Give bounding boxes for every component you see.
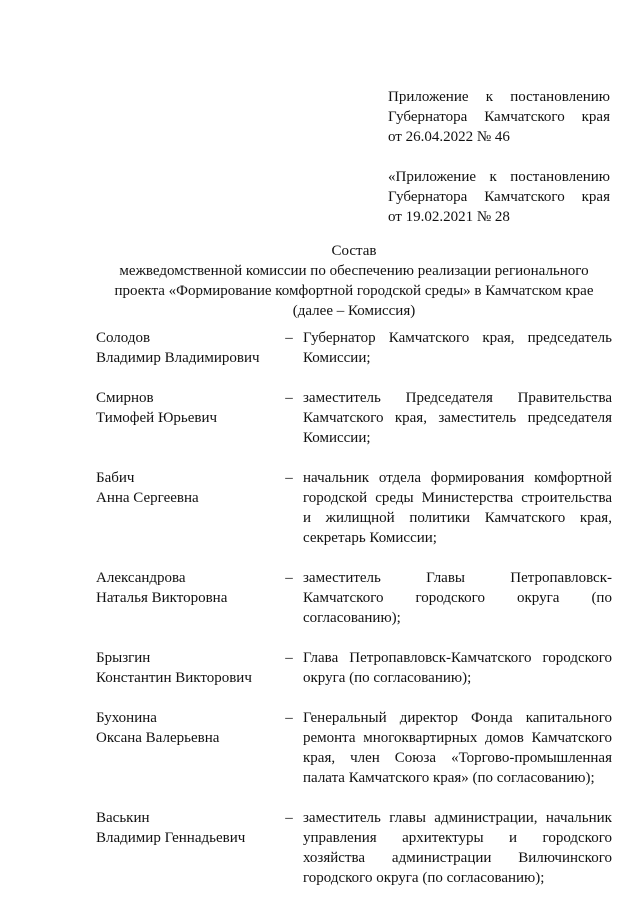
role-line: заместитель главы администрации, начальник xyxy=(303,810,612,826)
member-surname: Александрова xyxy=(96,570,186,586)
member-name xyxy=(96,708,276,748)
member-name xyxy=(96,648,276,688)
annex-line: Приложение к постановлению xyxy=(388,89,610,105)
annex-line: Губернатора Камчатского края xyxy=(388,189,610,205)
member-given-names: Владимир Геннадьевич xyxy=(96,830,246,846)
member-entry xyxy=(96,328,612,368)
member-role xyxy=(303,328,612,368)
member-name xyxy=(96,568,276,608)
member-entry xyxy=(96,808,612,888)
title-line: Состав xyxy=(331,243,377,259)
member-surname: Брызгин xyxy=(96,650,151,666)
member-given-names: Наталья Викторовна xyxy=(96,590,228,606)
role-line: управления архитектуры и городского xyxy=(303,830,612,846)
role-line: хозяйства администрации Вилючинского xyxy=(303,850,612,866)
member-given-names: Анна Сергеевна xyxy=(96,490,199,506)
annex-header-current xyxy=(388,87,610,147)
role-line: края, член Союза «Торгово-промышленная xyxy=(303,750,612,766)
annex-line: «Приложение к постановлению xyxy=(388,169,610,185)
member-name xyxy=(96,328,276,368)
member-entry xyxy=(96,468,612,548)
member-entry xyxy=(96,568,612,628)
member-role xyxy=(303,388,612,448)
dash-separator: – xyxy=(285,570,293,586)
role-line: палата Камчатского края» (по согласованию); xyxy=(303,770,595,786)
title-line: (далее – Комиссия) xyxy=(292,303,416,319)
annex-header-previous xyxy=(388,167,610,227)
commission-members-list xyxy=(96,328,612,888)
member-given-names: Оксана Валерьевна xyxy=(96,730,220,746)
annex-line: от 19.02.2021 № 28 xyxy=(388,209,510,225)
role-line: заместитель Главы Петропавловск- xyxy=(303,570,612,586)
member-surname: Смирнов xyxy=(96,390,154,406)
member-name xyxy=(96,808,276,848)
role-line: городского округа (по согласованию); xyxy=(303,870,545,886)
role-line: Комиссии; xyxy=(303,350,371,366)
role-line: и жилищной политики Камчатского края, xyxy=(303,510,612,526)
member-name xyxy=(96,468,276,508)
role-line: секретарь Комиссии; xyxy=(303,530,437,546)
role-line: заместитель Председателя Правительства xyxy=(303,390,612,406)
document-title xyxy=(96,241,612,321)
member-role xyxy=(303,708,612,788)
role-line: начальник отдела формирования комфортной xyxy=(303,470,612,486)
annex-line: Губернатора Камчатского края xyxy=(388,109,610,125)
member-role xyxy=(303,468,612,548)
member-surname: Бабич xyxy=(96,470,135,486)
role-line: ремонта многоквартирных домов Камчатского xyxy=(303,730,612,746)
member-entry xyxy=(96,708,612,788)
member-role xyxy=(303,568,612,628)
member-given-names: Владимир Владимирович xyxy=(96,350,260,366)
title-line: проекта «Формирование комфортной городской среды» в Камчатском крае xyxy=(114,283,594,299)
role-line: согласованию); xyxy=(303,610,401,626)
role-line: Камчатского городского округа (по xyxy=(303,590,612,606)
dash-separator: – xyxy=(285,390,293,406)
title-line: межведомственной комиссии по обеспечению реализации регионального xyxy=(119,263,589,279)
role-line: Глава Петропавловск-Камчатского городского xyxy=(303,650,612,666)
dash-separator: – xyxy=(285,330,293,346)
role-line: Губернатор Камчатского края, председатель xyxy=(303,330,612,346)
member-surname: Солодов xyxy=(96,330,151,346)
role-line: округа (по согласованию); xyxy=(303,670,472,686)
role-line: городской среды Министерства строительства xyxy=(303,490,612,506)
member-role xyxy=(303,808,612,888)
member-entry xyxy=(96,388,612,448)
dash-separator: – xyxy=(285,650,293,666)
role-line: Комиссии; xyxy=(303,430,371,446)
role-line: Камчатского края, заместитель председателя xyxy=(303,410,612,426)
member-surname: Бухонина xyxy=(96,710,157,726)
member-given-names: Тимофей Юрьевич xyxy=(96,410,218,426)
member-surname: Васькин xyxy=(96,810,150,826)
member-entry xyxy=(96,648,612,688)
role-line: Генеральный директор Фонда капитального xyxy=(303,710,612,726)
annex-line: от 26.04.2022 № 46 xyxy=(388,129,510,145)
dash-separator: – xyxy=(285,470,293,486)
dash-separator: – xyxy=(285,710,293,726)
member-given-names: Константин Викторович xyxy=(96,670,252,686)
member-name xyxy=(96,388,276,428)
member-role xyxy=(303,648,612,688)
dash-separator: – xyxy=(285,810,293,826)
